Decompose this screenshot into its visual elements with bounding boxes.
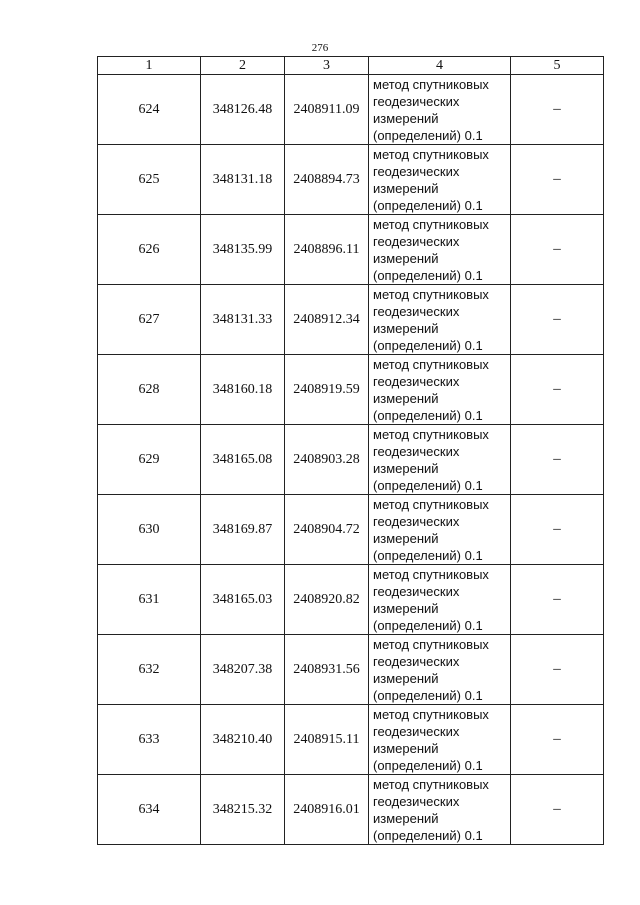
- coord-y: 2408916.01: [285, 775, 369, 845]
- method-cell: [369, 775, 511, 845]
- method-cell: [369, 565, 511, 635]
- point-number: 628: [98, 355, 201, 425]
- table-row: [98, 425, 604, 495]
- point-number: 629: [98, 425, 201, 495]
- header-row: [98, 57, 604, 75]
- coord-x: 348126.48: [201, 75, 285, 145]
- method-text: метод спутниковых геодезических измерений (определений) 0.1: [373, 776, 489, 843]
- method-text: метод спутниковых геодезических измерений (определений) 0.1: [373, 426, 489, 493]
- point-number: 625: [98, 145, 201, 215]
- coord-x: 348135.99: [201, 215, 285, 285]
- header-col-3: 3: [285, 57, 369, 75]
- method-text: метод спутниковых геодезических измерений (определений) 0.1: [373, 146, 489, 213]
- coord-x: 348215.32: [201, 775, 285, 845]
- coord-y: 2408894.73: [285, 145, 369, 215]
- table-row: [98, 145, 604, 215]
- note-cell: –: [511, 425, 604, 495]
- method-cell: [369, 495, 511, 565]
- method-cell: [369, 75, 511, 145]
- note-cell: –: [511, 215, 604, 285]
- note-cell: –: [511, 705, 604, 775]
- coord-y: 2408920.82: [285, 565, 369, 635]
- method-cell: [369, 215, 511, 285]
- method-cell: [369, 145, 511, 215]
- note-cell: –: [511, 145, 604, 215]
- table-row: [98, 355, 604, 425]
- note-cell: –: [511, 565, 604, 635]
- coord-y: 2408904.72: [285, 495, 369, 565]
- point-number: 633: [98, 705, 201, 775]
- point-number: 632: [98, 635, 201, 705]
- point-number: 624: [98, 75, 201, 145]
- point-number: 631: [98, 565, 201, 635]
- coord-y: 2408903.28: [285, 425, 369, 495]
- page-number: 276: [311, 42, 329, 54]
- method-text: метод спутниковых геодезических измерений (определений) 0.1: [373, 216, 489, 283]
- note-cell: –: [511, 495, 604, 565]
- coord-y: 2408919.59: [285, 355, 369, 425]
- table-row: [98, 775, 604, 845]
- coordinates-table: [97, 56, 604, 845]
- coord-x: 348131.33: [201, 285, 285, 355]
- coord-y: 2408931.56: [285, 635, 369, 705]
- method-text: метод спутниковых геодезических измерений (определений) 0.1: [373, 496, 489, 563]
- method-cell: [369, 635, 511, 705]
- method-cell: [369, 355, 511, 425]
- coord-x: 348165.08: [201, 425, 285, 495]
- method-cell: [369, 705, 511, 775]
- table-header: [98, 57, 604, 75]
- coord-x: 348160.18: [201, 355, 285, 425]
- method-text: метод спутниковых геодезических измерений (определений) 0.1: [373, 706, 489, 773]
- coord-x: 348210.40: [201, 705, 285, 775]
- table-row: [98, 705, 604, 775]
- header-col-2: 2: [201, 57, 285, 75]
- method-text: метод спутниковых геодезических измерений (определений) 0.1: [373, 76, 489, 143]
- coord-x: 348169.87: [201, 495, 285, 565]
- coord-x: 348131.18: [201, 145, 285, 215]
- note-cell: –: [511, 775, 604, 845]
- method-cell: [369, 285, 511, 355]
- method-cell: [369, 425, 511, 495]
- table-row: [98, 215, 604, 285]
- header-col-4: 4: [369, 57, 511, 75]
- point-number: 626: [98, 215, 201, 285]
- table-body: [98, 75, 604, 845]
- method-text: метод спутниковых геодезических измерений (определений) 0.1: [373, 286, 489, 353]
- coord-y: 2408896.11: [285, 215, 369, 285]
- table-row: [98, 75, 604, 145]
- method-text: метод спутниковых геодезических измерений (определений) 0.1: [373, 356, 489, 423]
- table-row: [98, 635, 604, 705]
- coord-x: 348165.03: [201, 565, 285, 635]
- point-number: 630: [98, 495, 201, 565]
- note-cell: –: [511, 285, 604, 355]
- point-number: 627: [98, 285, 201, 355]
- note-cell: –: [511, 355, 604, 425]
- table-row: [98, 495, 604, 565]
- header-col-5: 5: [511, 57, 604, 75]
- note-cell: –: [511, 635, 604, 705]
- coord-y: 2408912.34: [285, 285, 369, 355]
- coord-y: 2408915.11: [285, 705, 369, 775]
- table-row: [98, 565, 604, 635]
- coord-x: 348207.38: [201, 635, 285, 705]
- note-cell: –: [511, 75, 604, 145]
- coord-y: 2408911.09: [285, 75, 369, 145]
- method-text: метод спутниковых геодезических измерений (определений) 0.1: [373, 636, 489, 703]
- table-row: [98, 285, 604, 355]
- method-text: метод спутниковых геодезических измерений (определений) 0.1: [373, 566, 489, 633]
- header-col-1: 1: [98, 57, 201, 75]
- point-number: 634: [98, 775, 201, 845]
